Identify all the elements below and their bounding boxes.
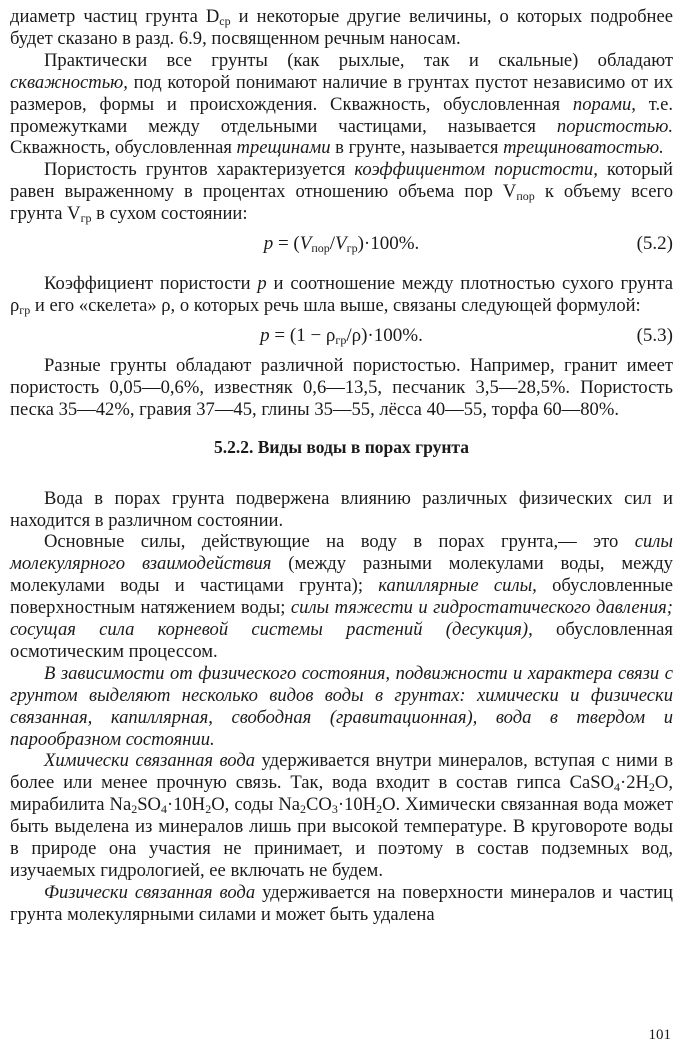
section-heading: 5.2.2. Виды воды в порах грунта [214,436,469,457]
paragraph: Практически все грунты (как рыхлые, так и скальные) обладают скважностью, под которой понимают наличие в грунтах пустот независимо от их размеров, формы и происхождения. Скважность, обусловленная порами, т.е. промежутками между отдельными частицами, называется пористостью. Скважность, обусловленная трещинами в грунте, называется трещиноватостью. [10,49,673,159]
paragraph: Химически связанная вода удерживается внутри минералов, вступая с ними в более или менее прочную связь. Так, вода входит в состав гипса $CaSO_4\cdot 2H_2O$, мирабилита $Na_2SO_4\cdot 10H_2O$, соды $Na_2CO_3\cdot 10H_2O$. Химически связанная вода может быть выделена из минералов лишь при высокой температуре. В круговороте воды в природе она участия не принимает, и поэтому в состав подземных вод, изучаемых гидрологией, ее включать не будем. [10,750,673,881]
formula-expression: $p = (1 - \rho_{гр}/\rho)\cdot 100\%$. [260,324,423,347]
formula-5-2 [10,225,673,263]
paragraph: Разные грунты обладают различной пористостью. Например, гранит имеет пористость 0,05—0,6%, известняк 0,6—13,5, песчаник 3,5—28,5%. Пористость песка 35—42%, гравия 37—45, глины 35—55, лёсса 40—55, торфа 60—80%. [10,354,673,420]
paragraph: Пористость грунтов характеризуется коэффициентом пористости, который равен выраженному в процентах отношению объема пор $V_{пор}$ к объему всего грунта $V_{гр}$ в сухом состоянии: [10,159,673,226]
formula-number: (5.2) [636,233,673,255]
paragraph: Основные силы, действующие на воду в порах грунта,— это силы молекулярного взаимодействия (между разными молекулами воды, между молекулами воды и частицами грунта); капиллярные силы, обусловленные поверхностным натяжением воды; силы тяжести и гидростатического давления; сосущая сила корневой системы растений (десукция), обусловленная осмотическим процессом. [10,531,673,662]
paragraph: Вода в порах грунта подвержена влиянию различных физических сил и находится в различном состоянии. [10,487,673,531]
paragraph: В зависимости от физического состояния, подвижности и характера связи с грунтом выделяют несколько видов воды в грунтах: химически и физически связанная, капиллярная, свободная (гравитационная), вода в твердом и парообразном состоянии. [10,662,673,750]
formula-expression: $p = (V_{пор}/V_{гр})\cdot 100\%$. [263,233,420,256]
formula-number: (5.3) [636,324,673,346]
paragraph: Физически связанная вода удерживается на поверхности минералов и частиц грунта молекулярными силами и может быть удалена [10,881,673,925]
paragraph: Коэффициент пористости p и соотношение между плотностью сухого грунта $\rho_{гр}$ и его «скелета» ρ, о которых речь шла выше, связаны следующей формулой: [10,273,673,317]
formula-5-3 [10,317,673,355]
paragraph: диаметр частиц грунта $D_{ср}$ и некоторые другие величины, о которых подробнее будет сказано в разд. 6.9, посвященном речным наносам. [10,6,673,49]
page-number: 101 [648,1027,671,1043]
